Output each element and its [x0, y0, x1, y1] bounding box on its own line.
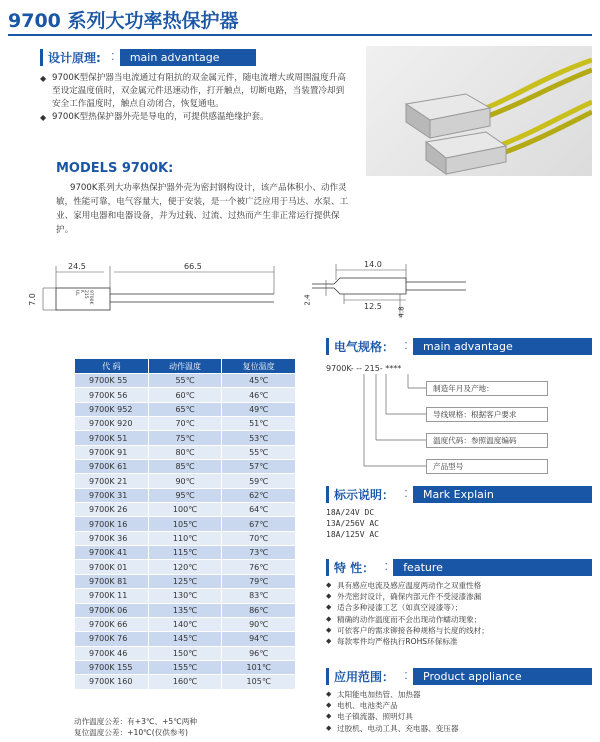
col-code: 代 码 [75, 359, 149, 374]
table-row [75, 675, 296, 689]
app-header [326, 668, 592, 685]
mark-lines [326, 507, 379, 540]
table-row [75, 617, 296, 631]
cell-reset-temp: 105℃ [222, 675, 296, 689]
design-bullet-2: ◆ 9700K型热保护器外壳是导电的，可提供感温绝缘护套。 [40, 111, 346, 124]
models-title: MODELS 9700K: [56, 161, 174, 176]
cell-reset-temp: 83℃ [222, 589, 296, 603]
mark-line: 13A/256V AC [326, 519, 379, 528]
body-label: 9700K 215 K UL [74, 290, 93, 305]
dim-top: 14.0 [364, 260, 382, 269]
page-title: 9700 系列大功率热保护器 [8, 10, 239, 32]
spec-code: 9700K- -- 215- **** [326, 364, 402, 373]
cell-code: 9700K 36 [75, 531, 149, 545]
cell-reset-temp: 101℃ [222, 660, 296, 674]
cell-code: 9700K 56 [75, 388, 149, 402]
cell-code: 9700K 41 [75, 546, 149, 560]
cell-trip-temp: 160℃ [148, 675, 222, 689]
dim-length-left: 24.5 [68, 262, 86, 271]
table-row [75, 660, 296, 674]
dim-height: 7.0 [27, 293, 37, 306]
cell-code: 9700K 31 [75, 488, 149, 502]
mark-header-cn: 标示说明： [326, 486, 399, 503]
app-header-cn: 应用范围： [326, 668, 399, 685]
table-row [75, 431, 296, 445]
cell-reset-temp: 94℃ [222, 632, 296, 646]
cell-code: 9700K 91 [75, 445, 149, 459]
cell-code: 9700K 920 [75, 417, 149, 431]
cell-reset-temp: 57℃ [222, 460, 296, 474]
table-row [75, 560, 296, 574]
dim-mid: 12.5 [364, 302, 382, 311]
cell-code: 9700K 01 [75, 560, 149, 574]
table-header-row [75, 359, 296, 374]
cell-trip-temp: 125℃ [148, 574, 222, 588]
cell-code: 9700K 160 [75, 675, 149, 689]
mark-line: 18A/125V AC [326, 530, 379, 539]
table-row [75, 603, 296, 617]
cell-trip-temp: 155℃ [148, 660, 222, 674]
cell-reset-temp: 64℃ [222, 503, 296, 517]
spec-header [326, 338, 592, 355]
design-header-cn: 设计原理: [40, 49, 106, 66]
design-header-en: main advantage [120, 49, 256, 66]
table-row [75, 374, 296, 388]
cell-reset-temp: 46℃ [222, 388, 296, 402]
design-header [40, 49, 256, 66]
cell-code: 9700K 11 [75, 589, 149, 603]
cell-trip-temp: 55℃ [148, 374, 222, 388]
product-photo [366, 46, 592, 176]
feature-item: ◆ 可依客户的需求铆接各种规格与长度的线材； [326, 625, 592, 636]
feature-header-en: feature [393, 559, 592, 576]
app-item: ◆ 电子镇流器、照明灯具 [326, 711, 592, 722]
header-dots-icon: ⁚ [384, 562, 388, 573]
cell-trip-temp: 65℃ [148, 402, 222, 416]
cell-code: 9700K 155 [75, 660, 149, 674]
cell-code: 9700K 66 [75, 617, 149, 631]
cell-reset-temp: 70℃ [222, 531, 296, 545]
cell-reset-temp: 79℃ [222, 574, 296, 588]
feature-list [326, 580, 592, 647]
spec-box-wire: 导线规格：根据客户要求 [426, 407, 548, 422]
spec-box-model: 产品型号 [426, 459, 548, 474]
cell-code: 9700K 21 [75, 474, 149, 488]
dim-side2: 4.8 [397, 306, 406, 318]
header-dots-icon: ⁚ [404, 489, 408, 500]
cell-reset-temp: 86℃ [222, 603, 296, 617]
spec-header-cn: 电气规格： [326, 338, 399, 355]
table-row [75, 445, 296, 459]
dim-length-right: 66.5 [184, 262, 202, 271]
cell-reset-temp: 59℃ [222, 474, 296, 488]
cell-trip-temp: 105℃ [148, 517, 222, 531]
cell-trip-temp: 130℃ [148, 589, 222, 603]
cell-trip-temp: 140℃ [148, 617, 222, 631]
col-trip-temp: 动作温度 [148, 359, 222, 374]
table-row [75, 546, 296, 560]
dimension-drawing-side [27, 258, 296, 320]
header-dots-icon: ⁚ [111, 52, 115, 63]
table-row [75, 589, 296, 603]
app-item: ◆ 太阳能电加热管、加热器 [326, 689, 592, 700]
cell-trip-temp: 75℃ [148, 431, 222, 445]
col-reset-temp: 复位温度 [222, 359, 296, 374]
cell-trip-temp: 95℃ [148, 488, 222, 502]
cell-code: 9700K 26 [75, 503, 149, 517]
cell-trip-temp: 85℃ [148, 460, 222, 474]
cell-reset-temp: 53℃ [222, 431, 296, 445]
cell-reset-temp: 67℃ [222, 517, 296, 531]
spec-box-date: 制造年月及产地： [426, 381, 548, 396]
cell-code: 9700K 952 [75, 402, 149, 416]
feature-item: ◆ 具有感应电流及感应温度两动作之双重性格 [326, 580, 592, 591]
cell-code: 9700K 61 [75, 460, 149, 474]
table-row [75, 417, 296, 431]
spec-header-en: main advantage [413, 338, 592, 355]
cell-trip-temp: 110℃ [148, 531, 222, 545]
cell-code: 9700K 46 [75, 646, 149, 660]
cell-trip-temp: 145℃ [148, 632, 222, 646]
table-row [75, 632, 296, 646]
spec-box-temp-code: 温度代码：参照温度编码 [426, 433, 548, 448]
cell-trip-temp: 70℃ [148, 417, 222, 431]
app-header-en: Product appliance [413, 668, 592, 685]
cell-reset-temp: 90℃ [222, 617, 296, 631]
cell-reset-temp: 45℃ [222, 374, 296, 388]
cell-trip-temp: 150℃ [148, 646, 222, 660]
feature-item: ◆ 外壳密封设计，确保内部元件不受浸漆渗漏 [326, 591, 592, 602]
cell-reset-temp: 62℃ [222, 488, 296, 502]
table-row [75, 488, 296, 502]
table-row [75, 460, 296, 474]
cell-code: 9700K 81 [75, 574, 149, 588]
spec-connectors [326, 372, 436, 476]
table-row [75, 646, 296, 660]
title-rule [8, 34, 592, 36]
table-row [75, 574, 296, 588]
feature-header [326, 559, 592, 576]
cell-code: 9700K 51 [75, 431, 149, 445]
feature-header-cn: 特 性： [326, 559, 379, 576]
table-body [75, 374, 296, 690]
cell-trip-temp: 90℃ [148, 474, 222, 488]
mark-header-en: Mark Explain [413, 486, 592, 503]
table-row [75, 517, 296, 531]
design-text [40, 72, 346, 124]
product-photo-svg [366, 46, 592, 176]
cell-trip-temp: 120℃ [148, 560, 222, 574]
header-dots-icon: ⁚ [404, 671, 408, 682]
feature-item: ◆ 每款零件均严格执行ROHS环保标准 [326, 636, 592, 647]
feature-item: ◆ 精确的动作温度而不会出现动作蠕动现象； [326, 614, 592, 625]
table-row [75, 503, 296, 517]
app-item: ◆ 电机、电池类产品 [326, 700, 592, 711]
cell-reset-temp: 51℃ [222, 417, 296, 431]
cell-code: 9700K 16 [75, 517, 149, 531]
cell-trip-temp: 80℃ [148, 445, 222, 459]
table-row [75, 474, 296, 488]
app-list [326, 689, 592, 734]
temperature-table [74, 358, 296, 690]
cell-reset-temp: 76℃ [222, 560, 296, 574]
cell-reset-temp: 96℃ [222, 646, 296, 660]
table-note-1: 动作温度公差：有+3℃、+5℃两种 [74, 717, 197, 726]
models-text: 9700K系列大功率热保护器外壳为密封钢构设计，该产品体积小、动作灵敏，性能可靠，电气容量大，便于安装，是一个被广泛应用于马达、水泵、工业、家用电器和电器设备，并为过载、过流、过热而产生非正常运行提供保护。 [56, 183, 349, 235]
table-note-2: 复位温度公差：+10℃(仅供参考) [74, 728, 189, 737]
cell-reset-temp: 49℃ [222, 402, 296, 416]
mark-line: 18A/24V DC [326, 508, 375, 517]
feature-item: ◆ 适合多种浸漆工艺（如真空浸漆等）； [326, 602, 592, 613]
cell-code: 9700K 55 [75, 374, 149, 388]
header-dots-icon: ⁚ [404, 341, 408, 352]
table-row [75, 531, 296, 545]
dimension-drawing-top [303, 256, 476, 326]
app-item: ◆ 过胶机、电动工具、充电器、变压器 [326, 723, 592, 734]
cell-trip-temp: 135℃ [148, 603, 222, 617]
table-row [75, 388, 296, 402]
table-row [75, 402, 296, 416]
cell-reset-temp: 73℃ [222, 546, 296, 560]
design-bullet-1: ◆ 9700K型保护器当电流通过有阻抗的双金属元件，随电流增大或周围温度升高至设定温度值时，双金属元件迅速动作，打开触点，切断电路，当装置冷却到安全工作温度时，触点自动闭合，恢复通电。 [40, 72, 346, 111]
mark-header [326, 486, 592, 503]
cell-reset-temp: 55℃ [222, 445, 296, 459]
cell-trip-temp: 100℃ [148, 503, 222, 517]
dim-side: 2.4 [303, 294, 312, 306]
cell-trip-temp: 115℃ [148, 546, 222, 560]
cell-code: 9700K 06 [75, 603, 149, 617]
cell-trip-temp: 60℃ [148, 388, 222, 402]
cell-code: 9700K 76 [75, 632, 149, 646]
